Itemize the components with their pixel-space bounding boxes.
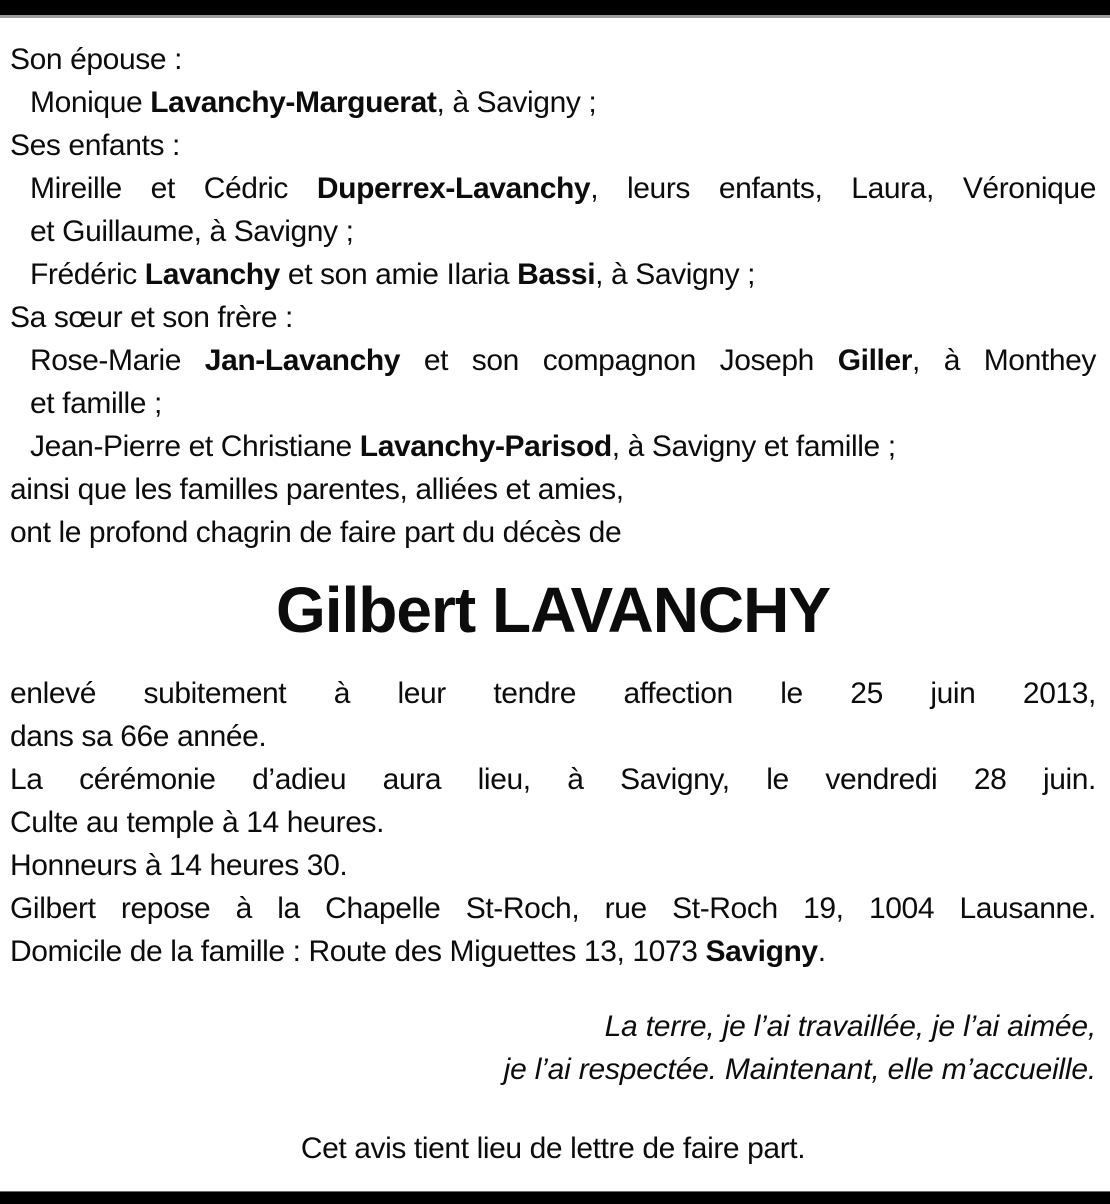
line-text: Honneurs à 14 heures 30. [10, 849, 348, 882]
notice-line [10, 38, 1096, 81]
family-name-bold: Jan-Lavanchy [204, 344, 401, 377]
line-text: , leurs enfants, Laura, Véronique [590, 172, 1096, 205]
line-text: Rose-Marie [30, 344, 205, 377]
line-text: Culte au temple à 14 heures. [10, 806, 385, 839]
line-text: Ses enfants : [10, 129, 180, 162]
notice-line [10, 167, 1096, 210]
line-text: . [817, 935, 826, 968]
notice-line [10, 468, 1096, 511]
notice-line [10, 296, 1096, 339]
line-text: Monique [30, 86, 151, 119]
notice-line [10, 124, 1096, 167]
line-text: Gilbert repose à la Chapelle St-Roch, rue St-Roch 19, 1004 Lausanne. [10, 892, 1096, 925]
notice-line [10, 81, 1096, 124]
notice-line [10, 1048, 1096, 1091]
line-text: je l’ai respectée. Maintenant, elle m’accueille. [503, 1053, 1096, 1086]
line-text: Jean-Pierre et Christiane [30, 430, 360, 463]
line-text: dans sa 66e année. [10, 720, 267, 753]
family-name-bold: Lavanchy-Marguerat [150, 86, 437, 119]
family-name-bold: Savigny [705, 935, 818, 968]
line-text: et Guillaume, à Savigny ; [30, 215, 354, 248]
line-text: Son épouse : [10, 43, 183, 76]
notice-line [10, 425, 1096, 468]
line-text: La terre, je l’ai travaillée, je l’ai aimée, [604, 1010, 1096, 1043]
footer-line: Cet avis tient lieu de lettre de faire part. [300, 1132, 806, 1165]
notice-line [10, 210, 1096, 253]
body-section [10, 672, 1096, 973]
notice-line [10, 887, 1096, 930]
family-name-bold: Lavanchy-Parisod [359, 430, 612, 463]
family-section [10, 38, 1096, 554]
line-text: La cérémonie d’adieu aura lieu, à Savigny, le vendredi 28 juin. [10, 763, 1096, 796]
notice-line [10, 672, 1096, 715]
notice-content [0, 18, 1110, 1170]
family-name-bold: Lavanchy [144, 258, 280, 291]
family-name-bold: Duperrex-Lavanchy [316, 172, 591, 205]
line-text: Mireille et Cédric [30, 172, 317, 205]
notice-line [10, 930, 1096, 973]
line-text: Sa sœur et son frère : [10, 301, 293, 334]
family-name-bold: Bassi [517, 258, 596, 291]
notice-line [10, 511, 1096, 554]
notice-line [10, 253, 1096, 296]
memorial-quote [10, 1005, 1096, 1091]
line-text: et son compagnon Joseph [400, 344, 838, 377]
bottom-border-bar [0, 1191, 1110, 1204]
line-text: , à Savigny ; [436, 86, 597, 119]
line-text: Frédéric [30, 258, 145, 291]
deceased-name: Gilbert LAVANCHY [275, 574, 831, 646]
line-text: et famille ; [30, 387, 162, 420]
notice-line [10, 1005, 1096, 1048]
notice-line [10, 382, 1096, 425]
notice-line [10, 801, 1096, 844]
line-text: et son amie Ilaria [279, 258, 518, 291]
top-border-bar [0, 0, 1110, 18]
line-text: , à Savigny et famille ; [611, 430, 896, 463]
line-text: ont le profond chagrin de faire part du décès de [10, 516, 622, 549]
line-text: Domicile de la famille : Route des Miguettes 13, 1073 [10, 935, 706, 968]
notice-line [10, 758, 1096, 801]
line-text: , à Savigny ; [595, 258, 756, 291]
notice-line [10, 715, 1096, 758]
notice-line [10, 339, 1096, 382]
line-text: , à Monthey [912, 344, 1096, 377]
line-text: enlevé subitement à leur tendre affection le 25 juin 2013, [10, 677, 1096, 710]
notice-line [10, 844, 1096, 887]
line-text: ainsi que les familles parentes, alliées et amies, [10, 473, 624, 506]
family-name-bold: Giller [837, 344, 913, 377]
